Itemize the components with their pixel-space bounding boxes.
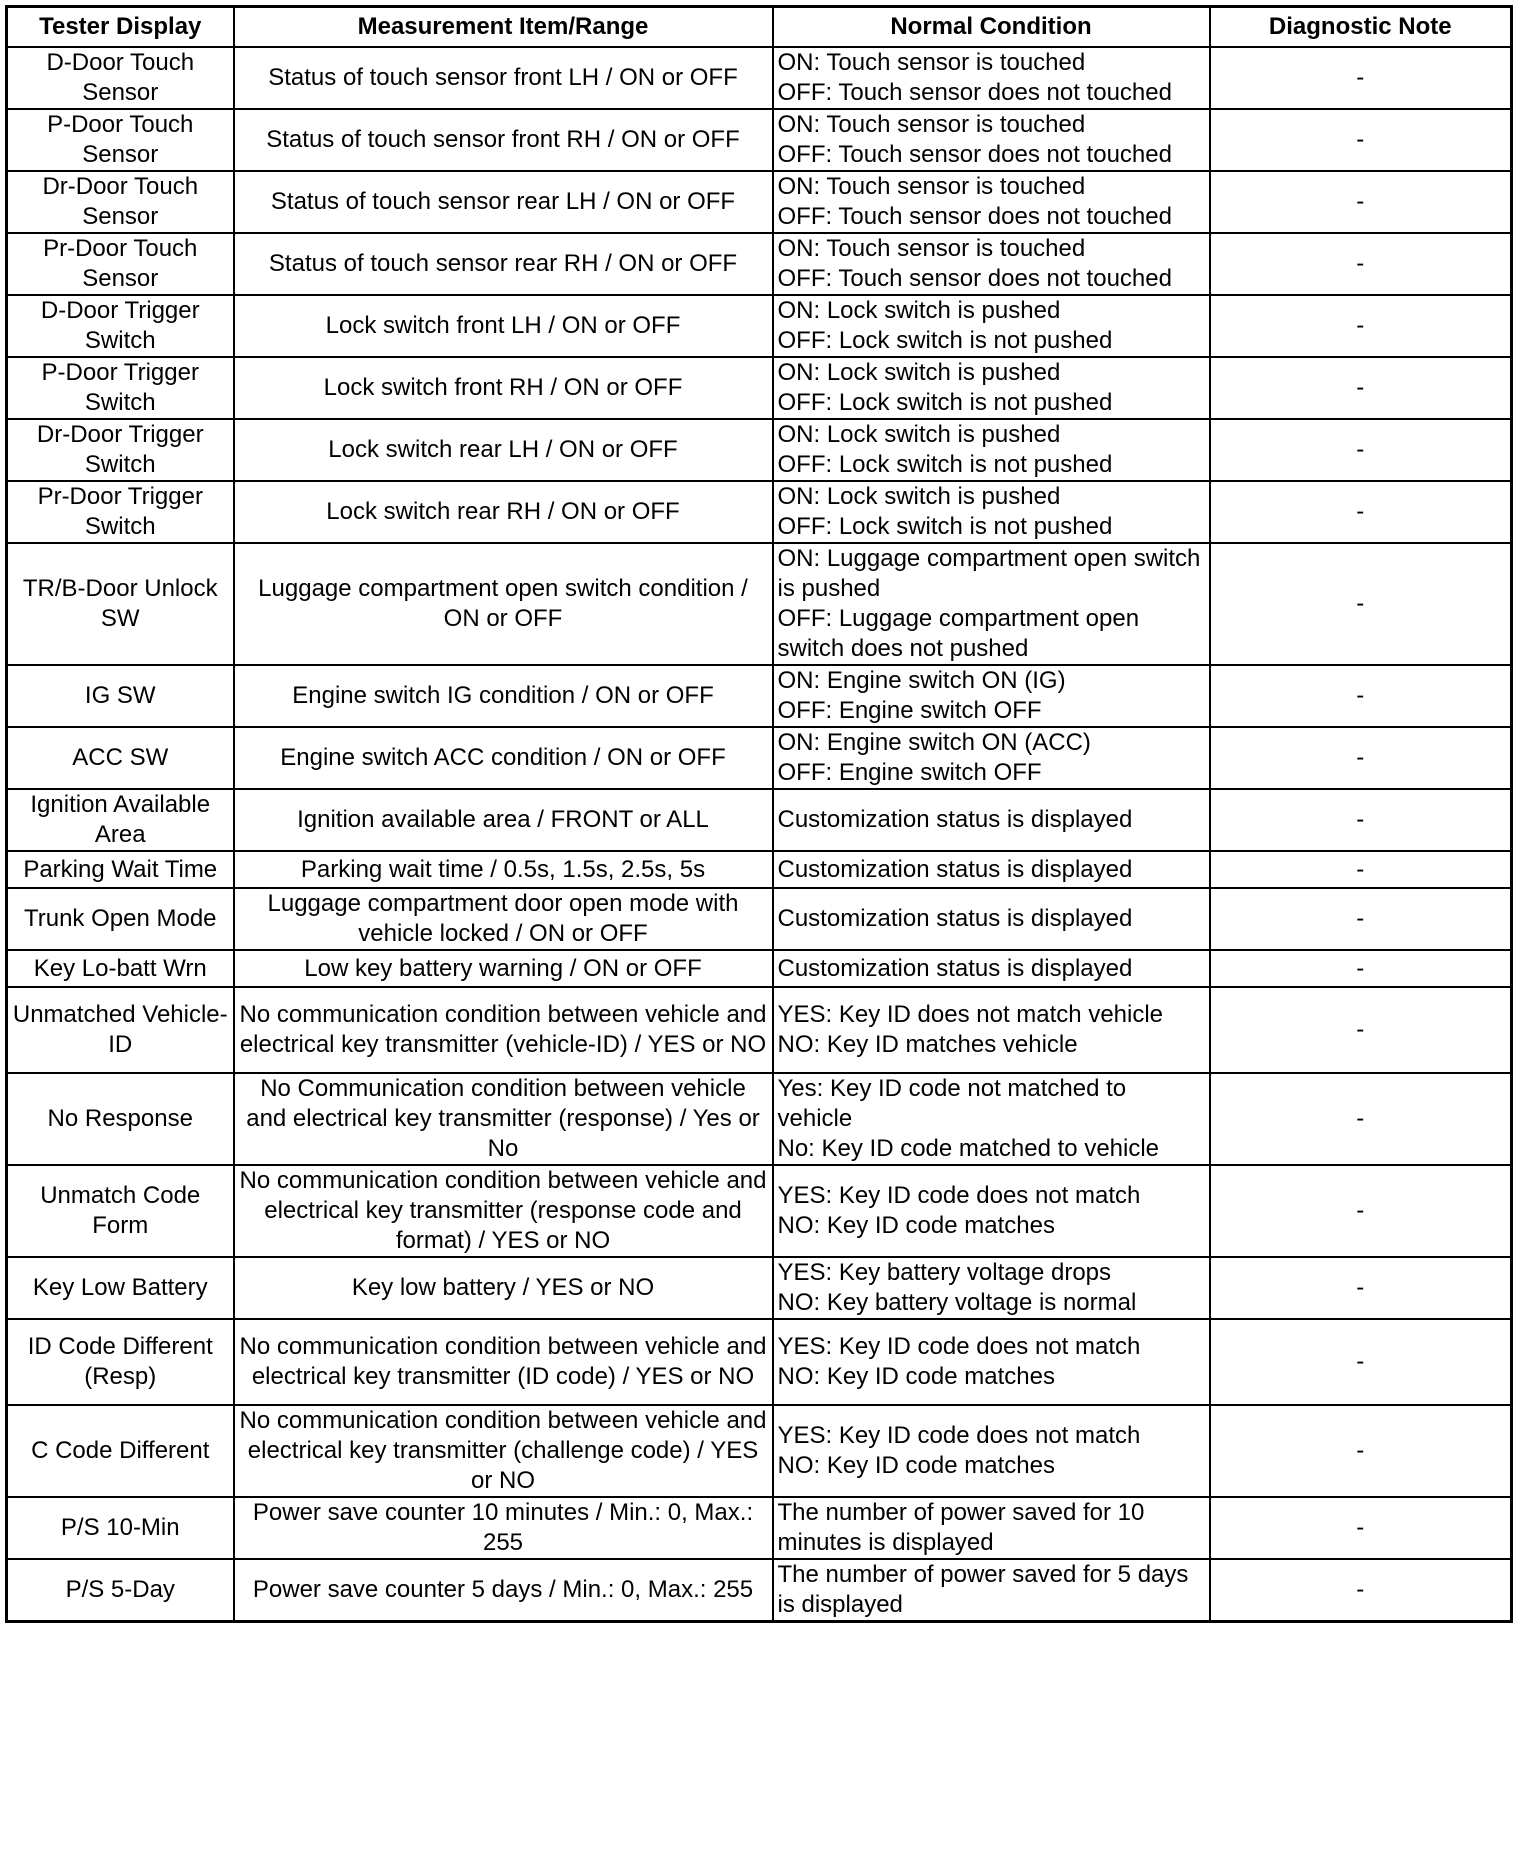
normal-condition-cell	[773, 419, 1210, 481]
normal-condition-line: YES: Key ID does not match vehicle	[777, 1001, 1164, 1028]
table-row	[7, 727, 1512, 789]
measurement-item-cell: No communication condition between vehicle and electrical key transmitter (response code and format) / YES or NO	[234, 1165, 773, 1257]
diagnostic-note-cell: -	[1210, 419, 1512, 481]
table-row	[7, 1559, 1512, 1622]
normal-condition-cell	[773, 47, 1210, 109]
normal-condition-cell	[773, 950, 1210, 987]
normal-condition-cell	[773, 987, 1210, 1073]
measurement-item-cell: Status of touch sensor front RH / ON or OFF	[234, 109, 773, 171]
normal-condition-line: ON: Lock switch is pushed	[777, 297, 1061, 324]
header-normal-condition: Normal Condition	[773, 7, 1210, 48]
diagnostic-note-cell: -	[1210, 1165, 1512, 1257]
normal-condition-line: OFF: Touch sensor does not touched	[777, 79, 1172, 106]
measurement-item-cell: Low key battery warning / ON or OFF	[234, 950, 773, 987]
diagnostic-note-cell: -	[1210, 789, 1512, 851]
normal-condition-line: NO: Key battery voltage is normal	[777, 1289, 1137, 1316]
normal-condition-line: Customization status is displayed	[777, 954, 1133, 982]
diagnostic-note-cell: -	[1210, 171, 1512, 233]
normal-condition-cell	[773, 233, 1210, 295]
normal-condition-cell	[773, 109, 1210, 171]
diagnostic-note-cell: -	[1210, 851, 1512, 888]
normal-condition-line: OFF: Engine switch OFF	[777, 759, 1042, 786]
measurement-item-cell: Power save counter 10 minutes / Min.: 0, Max.: 255	[234, 1497, 773, 1559]
measurement-item-cell: Engine switch ACC condition / ON or OFF	[234, 727, 773, 789]
table-row	[7, 1073, 1512, 1165]
diagnostic-note-cell: -	[1210, 233, 1512, 295]
tester-display-cell: ID Code Different (Resp)	[7, 1319, 234, 1405]
table-row	[7, 47, 1512, 109]
table-row	[7, 665, 1512, 727]
diagnostic-note-cell: -	[1210, 1559, 1512, 1622]
tester-display-cell: No Response	[7, 1073, 234, 1165]
table-row	[7, 851, 1512, 888]
normal-condition-line: OFF: Touch sensor does not touched	[777, 265, 1172, 292]
normal-condition-cell	[773, 727, 1210, 789]
table-row	[7, 233, 1512, 295]
normal-condition-line: YES: Key ID code does not match	[777, 1182, 1141, 1209]
normal-condition-line: ON: Luggage compartment open switch is pushed	[777, 545, 1201, 602]
table-row	[7, 888, 1512, 950]
normal-condition-cell	[773, 1073, 1210, 1165]
normal-condition-line: NO: Key ID code matches	[777, 1452, 1055, 1479]
normal-condition-line: Yes: Key ID code not matched to vehicle	[777, 1075, 1127, 1132]
tester-display-cell: Trunk Open Mode	[7, 888, 234, 950]
measurement-item-cell: Lock switch rear RH / ON or OFF	[234, 481, 773, 543]
tester-display-cell: P/S 10-Min	[7, 1497, 234, 1559]
normal-condition-line: NO: Key ID code matches	[777, 1363, 1055, 1390]
normal-condition-cell	[773, 295, 1210, 357]
tester-display-cell: Ignition Available Area	[7, 789, 234, 851]
measurement-item-cell: Status of touch sensor rear LH / ON or OFF	[234, 171, 773, 233]
diagnostic-note-cell: -	[1210, 357, 1512, 419]
normal-condition-line: YES: Key battery voltage drops	[777, 1259, 1112, 1286]
tester-display-cell: Unmatch Code Form	[7, 1165, 234, 1257]
table-row	[7, 109, 1512, 171]
normal-condition-line: OFF: Lock switch is not pushed	[777, 513, 1113, 540]
normal-condition-cell	[773, 1319, 1210, 1405]
header-tester-display: Tester Display	[7, 7, 234, 48]
tester-display-cell: D-Door Touch Sensor	[7, 47, 234, 109]
normal-condition-line: OFF: Lock switch is not pushed	[777, 451, 1113, 478]
normal-condition-cell	[773, 1497, 1210, 1559]
normal-condition-line: ON: Engine switch ON (ACC)	[777, 729, 1091, 756]
normal-condition-cell	[773, 1165, 1210, 1257]
header-row	[7, 7, 1512, 48]
measurement-item-cell: Engine switch IG condition / ON or OFF	[234, 665, 773, 727]
normal-condition-line: ON: Lock switch is pushed	[777, 421, 1061, 448]
normal-condition-line: The number of power saved for 5 days is displayed	[777, 1561, 1189, 1618]
measurement-item-cell: Parking wait time / 0.5s, 1.5s, 2.5s, 5s	[234, 851, 773, 888]
normal-condition-line: No: Key ID code matched to vehicle	[777, 1135, 1160, 1162]
diagnostic-note-cell: -	[1210, 109, 1512, 171]
tester-display-cell: Key Lo-batt Wrn	[7, 950, 234, 987]
measurement-item-cell: No communication condition between vehicle and electrical key transmitter (challenge code) / YES or NO	[234, 1405, 773, 1497]
table-row	[7, 171, 1512, 233]
measurement-item-cell: Lock switch front LH / ON or OFF	[234, 295, 773, 357]
diagnostic-note-cell: -	[1210, 481, 1512, 543]
table-row	[7, 357, 1512, 419]
table-row	[7, 481, 1512, 543]
tester-display-cell: Dr-Door Trigger Switch	[7, 419, 234, 481]
diagnostic-note-cell: -	[1210, 888, 1512, 950]
data-monitor-table	[5, 5, 1513, 1623]
diagnostic-note-cell: -	[1210, 987, 1512, 1073]
measurement-item-cell: No Communication condition between vehicle and electrical key transmitter (response) / Yes or No	[234, 1073, 773, 1165]
tester-display-cell: Key Low Battery	[7, 1257, 234, 1319]
normal-condition-line: ON: Touch sensor is touched	[777, 235, 1086, 262]
normal-condition-cell	[773, 665, 1210, 727]
normal-condition-cell	[773, 851, 1210, 888]
header-diagnostic-note: Diagnostic Note	[1210, 7, 1512, 48]
normal-condition-line: YES: Key ID code does not match	[777, 1422, 1141, 1449]
normal-condition-line: ON: Lock switch is pushed	[777, 483, 1061, 510]
diagnostic-note-cell: -	[1210, 295, 1512, 357]
tester-display-cell: Dr-Door Touch Sensor	[7, 171, 234, 233]
normal-condition-line: YES: Key ID code does not match	[777, 1333, 1141, 1360]
table-row	[7, 419, 1512, 481]
measurement-item-cell: Luggage compartment door open mode with vehicle locked / ON or OFF	[234, 888, 773, 950]
table-row	[7, 1497, 1512, 1559]
tester-display-cell: Pr-Door Touch Sensor	[7, 233, 234, 295]
normal-condition-line: Customization status is displayed	[777, 905, 1133, 932]
normal-condition-line: ON: Lock switch is pushed	[777, 359, 1061, 386]
tester-display-cell: D-Door Trigger Switch	[7, 295, 234, 357]
table-body	[7, 47, 1512, 1622]
tester-display-cell: P-Door Touch Sensor	[7, 109, 234, 171]
normal-condition-cell	[773, 171, 1210, 233]
diagnostic-note-cell: -	[1210, 47, 1512, 109]
normal-condition-cell	[773, 1559, 1210, 1622]
diagnostic-note-cell: -	[1210, 1319, 1512, 1405]
normal-condition-line: OFF: Luggage compartment open switch does not pushed	[777, 605, 1140, 662]
header-measurement-item: Measurement Item/Range	[234, 7, 773, 48]
normal-condition-line: Customization status is displayed	[777, 855, 1133, 883]
diagnostic-note-cell: -	[1210, 1497, 1512, 1559]
diagnostic-note-cell: -	[1210, 1257, 1512, 1319]
normal-condition-cell	[773, 888, 1210, 950]
measurement-item-cell: No communication condition between vehicle and electrical key transmitter (vehicle-ID) / YES or NO	[234, 987, 773, 1073]
normal-condition-line: NO: Key ID matches vehicle	[777, 1031, 1078, 1058]
measurement-item-cell: Power save counter 5 days / Min.: 0, Max.: 255	[234, 1559, 773, 1622]
tester-display-cell: Pr-Door Trigger Switch	[7, 481, 234, 543]
normal-condition-cell	[773, 1257, 1210, 1319]
table-row	[7, 543, 1512, 665]
table-row	[7, 987, 1512, 1073]
normal-condition-line: OFF: Lock switch is not pushed	[777, 327, 1113, 354]
diagnostic-note-cell: -	[1210, 543, 1512, 665]
table-row	[7, 1405, 1512, 1497]
measurement-item-cell: Status of touch sensor rear RH / ON or OFF	[234, 233, 773, 295]
table-row	[7, 1319, 1512, 1405]
diagnostic-note-cell: -	[1210, 950, 1512, 987]
diagnostic-note-cell: -	[1210, 1073, 1512, 1165]
normal-condition-cell	[773, 543, 1210, 665]
normal-condition-cell	[773, 357, 1210, 419]
normal-condition-line: OFF: Lock switch is not pushed	[777, 389, 1113, 416]
normal-condition-line: The number of power saved for 10 minutes is displayed	[777, 1499, 1145, 1556]
table-row	[7, 789, 1512, 851]
table-row	[7, 950, 1512, 987]
measurement-item-cell: Lock switch rear LH / ON or OFF	[234, 419, 773, 481]
measurement-item-cell: Key low battery / YES or NO	[234, 1257, 773, 1319]
tester-display-cell: TR/B-Door Unlock SW	[7, 543, 234, 665]
tester-display-cell: Unmatched Vehicle-ID	[7, 987, 234, 1073]
normal-condition-cell	[773, 1405, 1210, 1497]
table-row	[7, 295, 1512, 357]
normal-condition-line: OFF: Engine switch OFF	[777, 697, 1042, 724]
normal-condition-line: NO: Key ID code matches	[777, 1212, 1055, 1239]
normal-condition-line: Customization status is displayed	[777, 806, 1133, 833]
normal-condition-cell	[773, 789, 1210, 851]
tester-display-cell: IG SW	[7, 665, 234, 727]
normal-condition-line: ON: Touch sensor is touched	[777, 111, 1086, 138]
normal-condition-line: OFF: Touch sensor does not touched	[777, 203, 1172, 230]
normal-condition-line: OFF: Touch sensor does not touched	[777, 141, 1172, 168]
normal-condition-line: ON: Touch sensor is touched	[777, 173, 1086, 200]
data-monitor-table-container	[5, 5, 1510, 1623]
diagnostic-note-cell: -	[1210, 727, 1512, 789]
tester-display-cell: ACC SW	[7, 727, 234, 789]
normal-condition-line: ON: Engine switch ON (IG)	[777, 667, 1066, 694]
normal-condition-line: ON: Touch sensor is touched	[777, 49, 1086, 76]
measurement-item-cell: Luggage compartment open switch condition / ON or OFF	[234, 543, 773, 665]
table-row	[7, 1257, 1512, 1319]
normal-condition-cell	[773, 481, 1210, 543]
tester-display-cell: Parking Wait Time	[7, 851, 234, 888]
tester-display-cell: C Code Different	[7, 1405, 234, 1497]
diagnostic-note-cell: -	[1210, 665, 1512, 727]
table-row	[7, 1165, 1512, 1257]
tester-display-cell: P-Door Trigger Switch	[7, 357, 234, 419]
measurement-item-cell: Status of touch sensor front LH / ON or OFF	[234, 47, 773, 109]
tester-display-cell: P/S 5-Day	[7, 1559, 234, 1622]
diagnostic-note-cell: -	[1210, 1405, 1512, 1497]
measurement-item-cell: Ignition available area / FRONT or ALL	[234, 789, 773, 851]
measurement-item-cell: Lock switch front RH / ON or OFF	[234, 357, 773, 419]
measurement-item-cell: No communication condition between vehicle and electrical key transmitter (ID code) / YES or NO	[234, 1319, 773, 1405]
